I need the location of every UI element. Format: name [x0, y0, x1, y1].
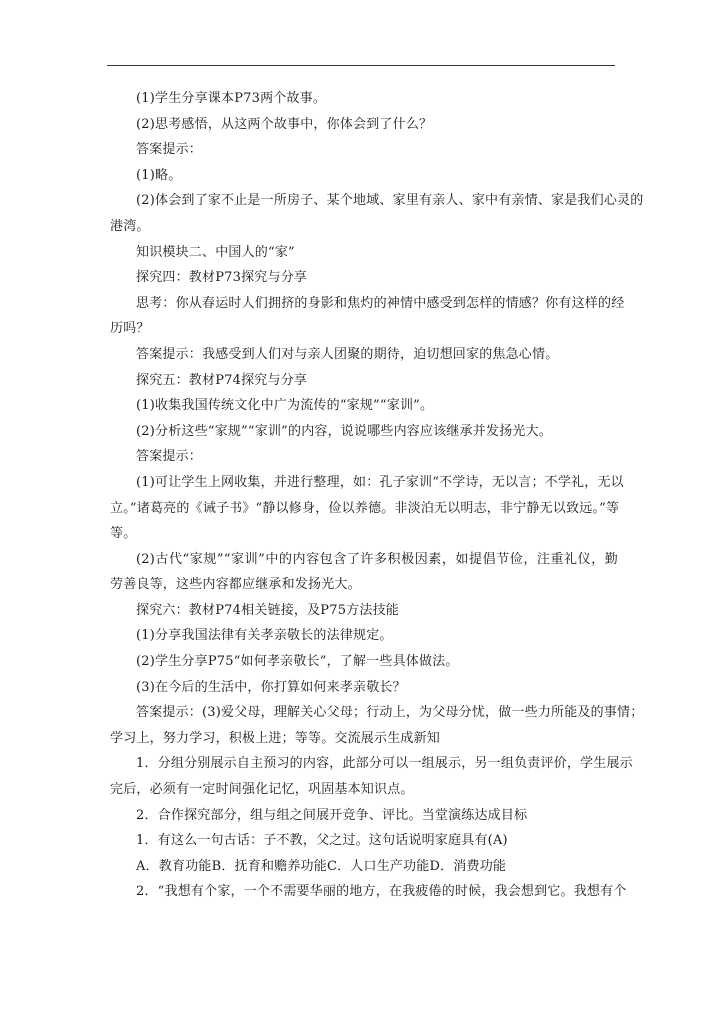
text-line: 立。”诸葛亮的《诫子书》“静以修身，俭以养德。非淡泊无以明志，非宁静无以致远。”等 [110, 500, 620, 516]
text-line: (1)收集我国传统文化中广为流传的“家规”“家训”。 [136, 398, 434, 414]
text-line: (1)学生分享课本P73两个故事。 [136, 91, 327, 106]
text-line: 完后，必须有一定时间强化记忆，巩固基本知识点。 [110, 782, 414, 798]
text-line: 答案提示：我感受到人们对与亲人团聚的期待，迫切想回家的焦急心情。 [136, 346, 559, 362]
text-line: 思考：你从春运时人们拥挤的身影和焦灼的神情中感受到怎样的情感？你有这样的经 [136, 295, 625, 311]
section-heading: 知识模块二、中国人的“家” [136, 244, 295, 260]
subsection-heading: 探究六：教材P74相关链接，及P75方法技能 [136, 602, 399, 618]
text-line: 答案提示： [136, 449, 203, 465]
text-line: (2)思考感悟，从这两个故事中，你体会到了什么？ [136, 116, 433, 132]
text-line: 答案提示：(3)爱父母，理解关心父母；行动上，为父母分忧，做一些力所能及的事情； [136, 705, 644, 721]
text-line: 学习上，努力学习，积极上进；等等。交流展示生成新知 [110, 730, 441, 746]
text-line: (1)略。 [136, 167, 182, 183]
text-line: (2)学生分享P75“如何孝亲敬长”，了解一些具体做法。 [136, 654, 459, 670]
document-body [110, 86, 644, 905]
header-rule [107, 65, 615, 66]
text-line: 港湾。 [110, 218, 150, 234]
text-line: (1)分享我国法律有关孝亲敬长的法律规定。 [136, 628, 393, 644]
text-line: (1)可让学生上网收集，并进行整理，如：孔子家训“不学诗，无以言；不学礼，无以 [136, 474, 624, 490]
question-line: 1．有这么一句古话：子不教，父之过。这句话说明家庭具有(A) [136, 833, 508, 849]
question-line: 2．“我想有个家，一个不需要华丽的地方，在我疲倦的时候，我会想到它。我想有个 [136, 884, 627, 900]
subsection-heading: 探究五：教材P74探究与分享 [136, 372, 308, 388]
text-line: (3)在今后的生活中，你打算如何来孝亲敬长？ [136, 679, 406, 695]
text-line: (2)体会到了家不止是一所房子、某个地域、家里有亲人、家中有亲情、家是我们心灵的 [136, 193, 644, 209]
subsection-heading: 探究四：教材P73探究与分享 [136, 270, 308, 286]
text-line: 2．合作探究部分，组与组之间展开竞争、评比。当堂演练达成目标 [136, 807, 528, 823]
text-line: (2)分析这些“家规”“家训”的内容，说说哪些内容应该继承并发扬光大。 [136, 423, 552, 439]
text-line: 劳善良等，这些内容都应继承和发扬光大。 [110, 577, 361, 593]
text-line: 答案提示： [136, 142, 203, 158]
text-line: 等。 [110, 526, 137, 542]
text-line: 1．分组分别展示自主预习的内容，此部分可以一组展示，另一组负责评价，学生展示 [136, 756, 633, 772]
answer-options: A．教育功能B．抚育和赡养功能C．人口生产功能D．消费功能 [136, 858, 507, 874]
text-line: 历吗？ [110, 321, 150, 337]
text-line: (2)古代“家规”“家训”中的内容包含了许多积极因素，如提倡节俭，注重礼仪，勤 [136, 551, 618, 567]
